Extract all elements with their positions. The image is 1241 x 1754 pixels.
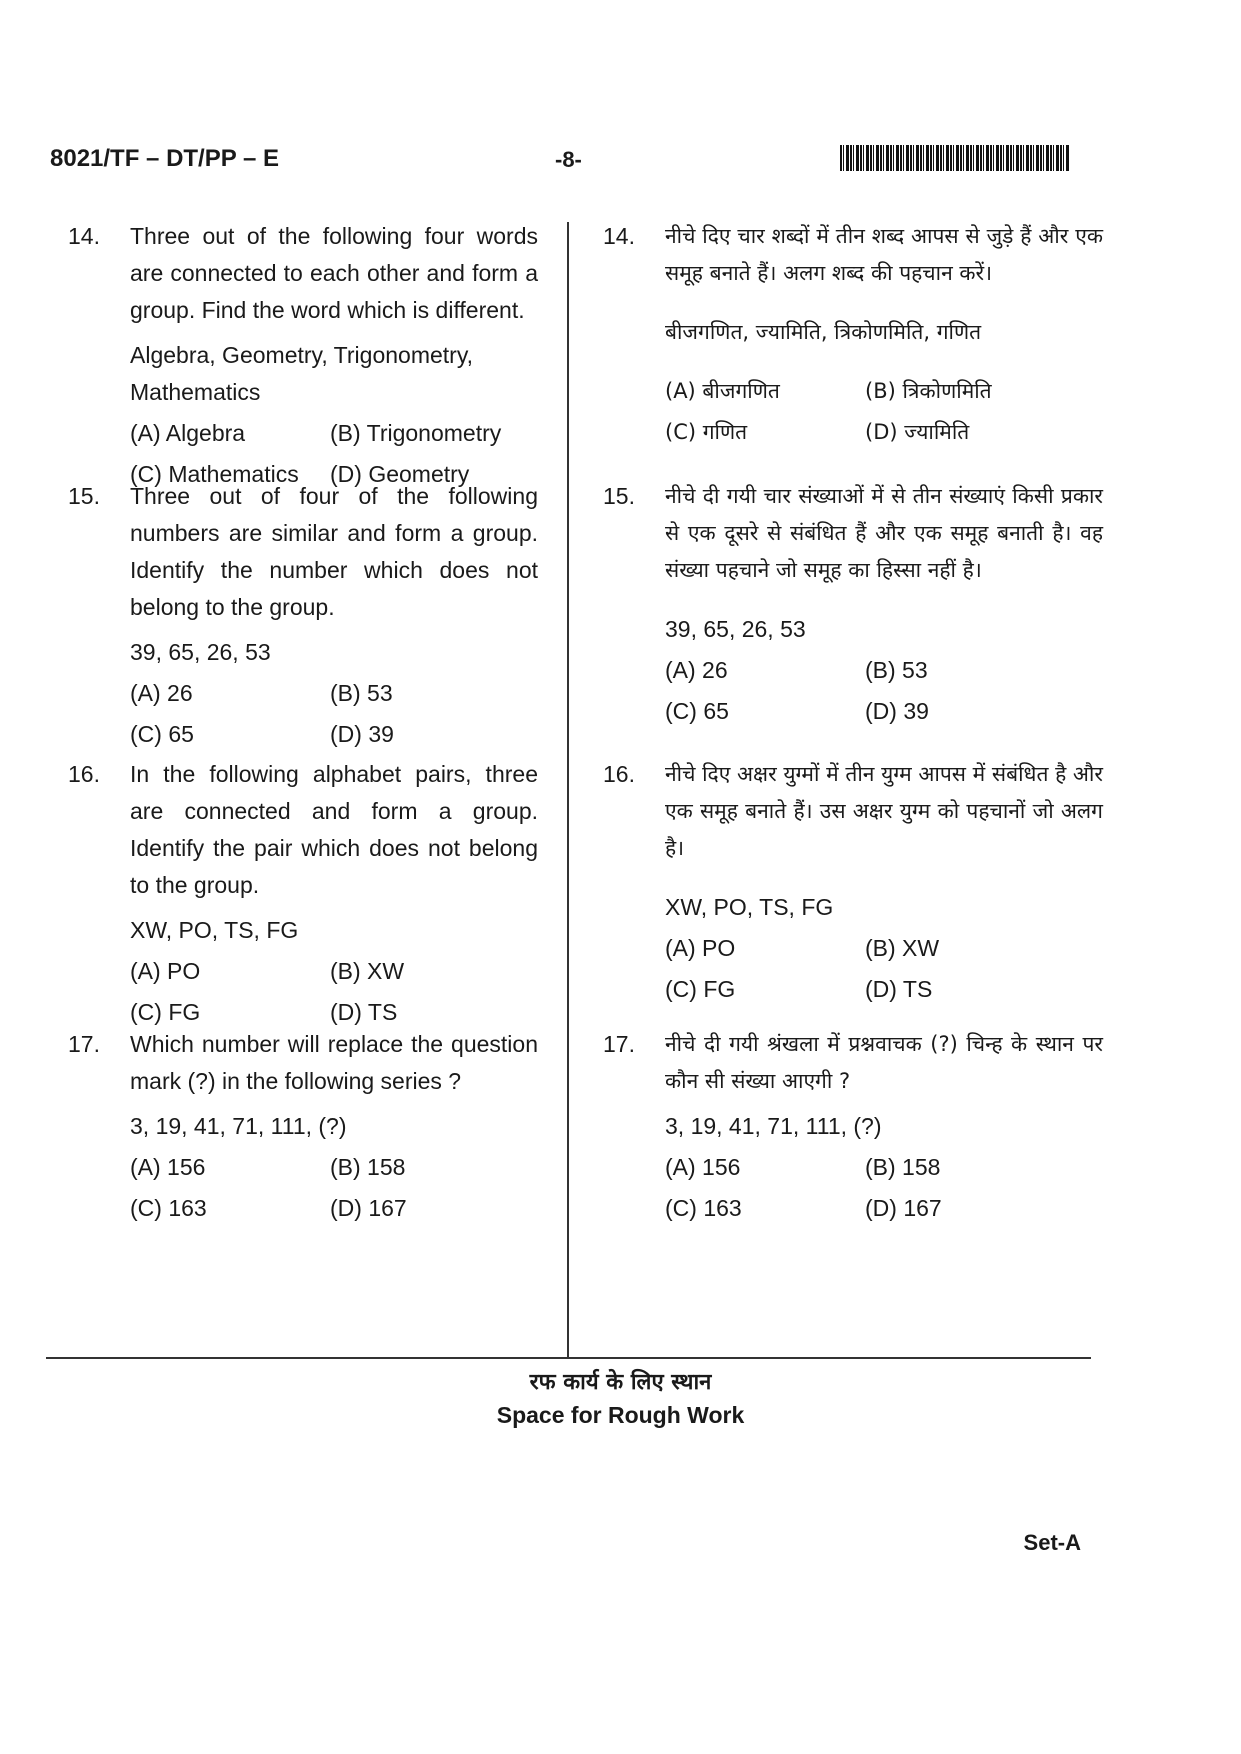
set-label: Set-A <box>1023 1530 1081 1555</box>
question <box>68 218 538 487</box>
question-text: Three out of the following four words are connected to each other and form a group. Find the word which is different. <box>130 223 538 323</box>
option: (B) 158 <box>330 1154 406 1180</box>
question-number: 16. <box>68 761 100 787</box>
option: (A) PO <box>130 958 201 984</box>
question <box>603 1026 1103 1227</box>
option: (B) Trigonometry <box>330 420 502 446</box>
question <box>68 478 538 756</box>
option: (B) त्रिकोणमिति <box>865 379 992 403</box>
question <box>603 218 1103 478</box>
question-data: बीजगणित, ज्यामिति, त्रिकोणमिति, गणित <box>665 320 982 344</box>
options <box>665 1149 1103 1227</box>
question <box>603 756 1103 1026</box>
question-number: 16. <box>603 761 635 787</box>
options <box>130 1149 538 1227</box>
options <box>665 373 1103 451</box>
options <box>130 953 538 1031</box>
options <box>130 675 538 753</box>
question-number: 15. <box>603 483 635 509</box>
question-data: 3, 19, 41, 71, 111, (?) <box>665 1113 882 1139</box>
question-number: 15. <box>68 483 100 509</box>
option: (D) Geometry <box>330 461 470 487</box>
question-text: In the following alphabet pairs, three are connected and form a group. Identify the pair which does not belong to the group. <box>130 761 538 898</box>
question <box>68 756 538 1026</box>
options <box>665 930 1103 1008</box>
barcode <box>840 145 1070 171</box>
question-data: Algebra, Geometry, Trigonometry, Mathematics <box>130 342 474 405</box>
option: (A) 156 <box>130 1154 206 1180</box>
bottom-rule <box>46 1357 1091 1359</box>
option: (C) 65 <box>665 698 729 724</box>
option: (C) 163 <box>665 1195 742 1221</box>
question-data: 39, 65, 26, 53 <box>130 639 271 665</box>
question-data: XW, PO, TS, FG <box>130 917 299 943</box>
english-column <box>68 218 538 1227</box>
option: (C) 65 <box>130 721 194 747</box>
option: (D) TS <box>865 976 933 1002</box>
question-data: 3, 19, 41, 71, 111, (?) <box>130 1113 347 1139</box>
option: (C) 163 <box>130 1195 207 1221</box>
option: (A) 26 <box>130 680 193 706</box>
question-data: XW, PO, TS, FG <box>665 894 834 920</box>
question-number: 17. <box>603 1031 635 1057</box>
question-number: 14. <box>603 223 635 249</box>
option: (C) FG <box>130 999 201 1025</box>
option: (A) 26 <box>665 657 728 683</box>
question <box>68 1026 538 1227</box>
question-text: नीचे दी गयी चार संख्याओं में से तीन संख्याएं किसी प्रकार से एक दूसरे से संबंधित हैं और एक समूह बनाती है। वह संख्या पहचाने जो समूह का हिस्सा नहीं है। <box>665 484 1103 582</box>
rough-work-hindi: रफ कार्य के लिए स्थान <box>529 1370 712 1395</box>
rough-work-english: Space for Rough Work <box>496 1402 745 1428</box>
hindi-column <box>603 218 1103 1227</box>
column-divider <box>567 222 569 1357</box>
options <box>665 652 1103 730</box>
option: (C) FG <box>665 976 736 1002</box>
rough-work-label <box>0 1366 1241 1429</box>
page-header <box>50 145 1090 185</box>
question-text: नीचे दिए अक्षर युग्मों में तीन युग्म आपस में संबंधित है और एक समूह बनाते हैं। उस अक्षर युग्म को पहचानों जो अलग है। <box>665 762 1103 860</box>
option: (B) XW <box>865 935 940 961</box>
option: (D) TS <box>330 999 398 1025</box>
paper-code: 8021/TF – DT/PP – E <box>50 145 279 172</box>
question-text: Three out of four of the following numbers are similar and form a group. Identify the number which does not belong to the group. <box>130 483 538 620</box>
question-text: नीचे दी गयी श्रंखला में प्रश्नवाचक (?) चिन्ह के स्थान पर कौन सी संख्या आएगी ? <box>665 1032 1103 1093</box>
option: (A) बीजगणित <box>665 379 780 403</box>
question-number: 14. <box>68 223 100 249</box>
option: (D) 167 <box>865 1195 942 1221</box>
option: (B) 53 <box>330 680 393 706</box>
option: (D) 39 <box>865 698 929 724</box>
option: (C) गणित <box>665 420 748 444</box>
option: (B) 158 <box>865 1154 941 1180</box>
question-text: Which number will replace the question mark (?) in the following series ? <box>130 1031 538 1094</box>
option: (D) 39 <box>330 721 394 747</box>
option: (A) 156 <box>665 1154 741 1180</box>
option: (A) PO <box>665 935 736 961</box>
question-number: 17. <box>68 1031 100 1057</box>
option: (D) 167 <box>330 1195 407 1221</box>
option: (C) Mathematics <box>130 461 299 487</box>
option: (B) 53 <box>865 657 928 683</box>
question-text: नीचे दिए चार शब्दों में तीन शब्द आपस से जुड़े हैं और एक समूह बनाते हैं। अलग शब्द की पहचान करें। <box>665 224 1103 285</box>
page-number: -8- <box>555 147 582 172</box>
option: (D) ज्यामिति <box>865 420 970 444</box>
question-data: 39, 65, 26, 53 <box>665 616 806 642</box>
option: (A) Algebra <box>130 420 246 446</box>
question <box>603 478 1103 756</box>
option: (B) XW <box>330 958 405 984</box>
